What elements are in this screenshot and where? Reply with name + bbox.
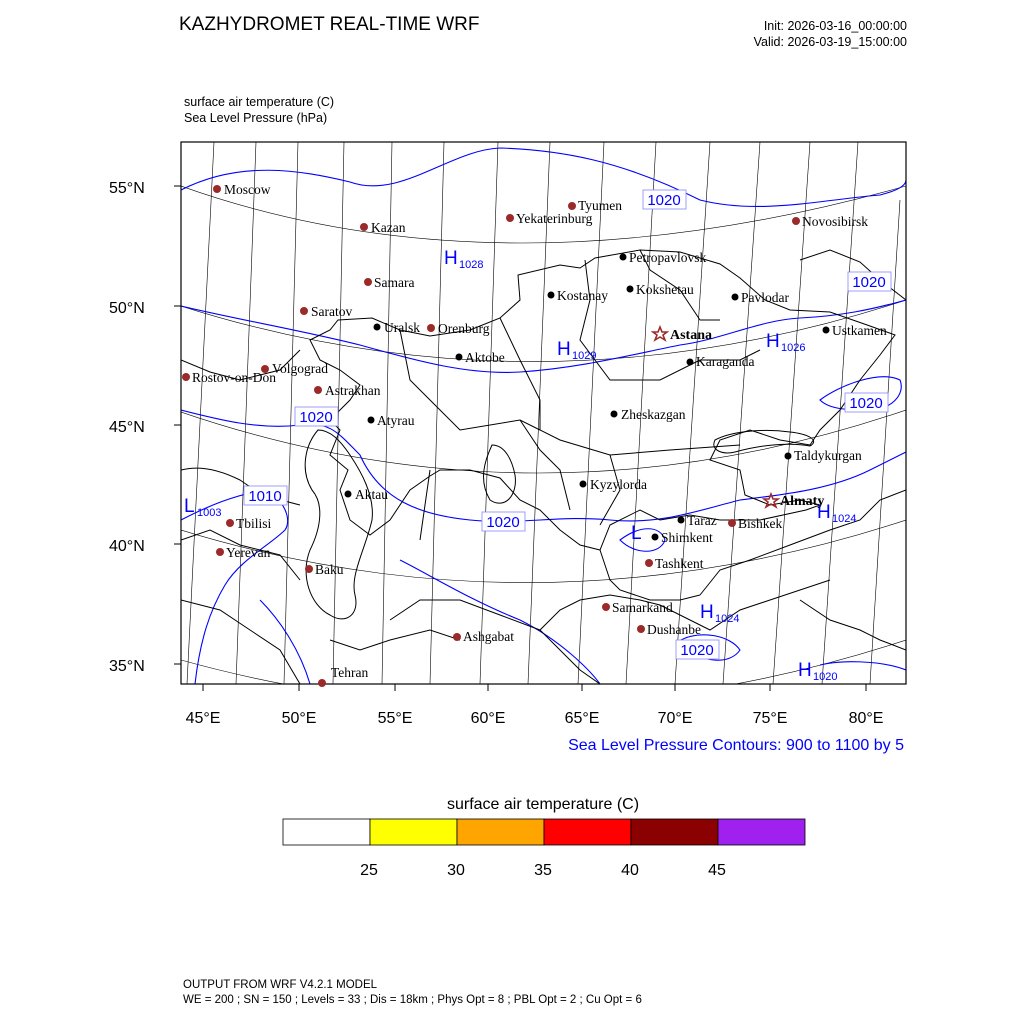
lat-label: 50°N [109,300,145,317]
lat-label: 40°N [109,538,145,555]
city-marker [568,202,576,210]
city-label: Tyumen [578,198,623,213]
city-marker [548,292,555,299]
city-label: Yekaterinburg [516,211,593,226]
pressure-contours [181,148,906,684]
chart-title: KAZHYDROMET REAL-TIME WRF [179,14,480,35]
city-label: Kostanay [557,288,608,303]
city-label: Zheskazgan [621,407,686,422]
model-info: OUTPUT FROM WRF V4.2.1 MODEL [183,979,378,991]
lon-label: 80°E [848,710,884,727]
city-marker [216,548,224,556]
pressure-center-value: 1020 [813,671,838,683]
city-marker [427,324,435,332]
city-marker [314,386,322,394]
city-label: Novosibirsk [802,214,869,229]
contour-label: 1020 [486,514,520,531]
pressure-center-value: 1028 [459,259,484,271]
lat-label: 35°N [109,658,145,675]
lat-label: 45°N [109,419,145,436]
city-marker [318,679,326,687]
city-label: Dushanbe [647,622,701,637]
city-label: Pavlodar [741,290,789,305]
city-marker [792,217,800,225]
city-label: Astrakhan [325,383,381,398]
colorbar-tick-label: 25 [360,862,378,879]
city-label: Kyzylorda [590,477,647,492]
city-label: Taldykurgan [794,448,862,463]
city-label: Uralsk [384,320,420,335]
city-label: Bishkek [738,516,783,531]
city-marker [226,519,234,527]
city-label: Tbilisi [236,516,272,531]
city-label: Kazan [371,220,406,235]
city-label: Atyrau [377,413,415,428]
city-marker [678,517,685,524]
valid-time: Valid: 2026-03-19_15:00:00 [753,35,907,49]
pressure-center-letter: L [184,496,195,517]
init-time: Init: 2026-03-16_00:00:00 [763,19,907,33]
contour-label: 1020 [647,192,681,209]
pressure-center-value: 1024 [715,613,740,625]
city-label: Aktobe [465,350,505,365]
city-label: Taraz [687,513,717,528]
city-label: Saratov [311,304,353,319]
city-label: Moscow [224,182,271,197]
field-label-pressure: Sea Level Pressure (hPa) [184,111,328,125]
city-marker [305,565,313,573]
lat-label: 55°N [109,180,145,197]
city-marker [213,185,221,193]
pressure-center-letter: H [766,331,780,352]
city-marker [620,254,627,261]
city-marker [728,519,736,527]
city-marker [645,559,653,567]
pressure-center-letter: H [798,660,812,681]
city-marker [823,327,830,334]
city-label: Tehran [331,665,369,680]
city-marker [687,359,694,366]
lon-label: 55°E [377,710,413,727]
pressure-center-value: 1026 [781,342,806,354]
city-label: Volgograd [272,361,328,376]
pressure-center-letter: H [557,339,571,360]
city-label: Yerevan [226,545,271,560]
city-marker [637,625,645,633]
pressure-center-value: 1024 [832,513,857,525]
colorbar-tick-label: 30 [447,862,465,879]
colorbar-title: surface air temperature (C) [446,796,640,813]
city-label: Rostov-on-Don [192,370,276,385]
city-marker [453,633,461,641]
city-marker [506,214,514,222]
pressure-center-value: 1003 [197,507,222,519]
city-marker [785,453,792,460]
pressure-center-letter: H [817,502,831,523]
colorbar-tick-label: 40 [621,862,639,879]
city-marker [374,324,381,331]
city-marker [602,603,610,611]
city-marker [732,294,739,301]
international-cities [182,182,868,687]
lon-label: 45°E [185,710,221,727]
pressure-center-letter: H [700,602,714,623]
pressure-center-letter: H [444,248,458,269]
city-label: Aktau [355,487,388,502]
city-label: Kokshetau [636,282,694,297]
lon-label: 75°E [752,710,788,727]
city-marker [368,417,375,424]
lon-label: 50°E [281,710,317,727]
lon-label: 70°E [657,710,693,727]
city-marker [364,278,372,286]
contour-labels [244,190,891,659]
contour-label: 1020 [849,395,883,412]
city-label: Baku [315,562,344,577]
colorbar-tick-label: 45 [708,862,726,879]
city-label: Orenburg [438,321,490,336]
pressure-centers [184,248,856,683]
contour-label: 1020 [299,409,333,426]
city-label: Karaganda [696,354,755,369]
parallels [181,186,906,705]
city-label: Samarkand [612,600,673,615]
lon-label: 60°E [470,710,506,727]
field-label-temperature: surface air temperature (C) [184,95,335,109]
contour-interval-note: Sea Level Pressure Contours: 900 to 1100 by 5 [568,737,904,754]
city-label: Samara [374,275,415,290]
city-marker [611,411,618,418]
pressure-center-letter: L [631,523,642,544]
city-marker [580,481,587,488]
city-marker [456,354,463,361]
city-marker [345,491,352,498]
city-marker [182,373,190,381]
capital-label: Astana [670,328,713,343]
lon-label: 65°E [564,710,600,727]
pressure-center-value: 1029 [572,350,597,362]
contour-label: 1010 [248,488,282,505]
city-marker [652,534,659,541]
model-settings: WE = 200 ; SN = 150 ; Levels = 33 ; Dis = 18km ; Phys Opt = 8 ; PBL Opt = 2 ; Cu Opt = 6 [183,994,642,1006]
city-label: Ustkamen [832,323,887,338]
star-icon [653,327,667,340]
city-marker [360,223,368,231]
contour-label: 1020 [852,274,886,291]
city-label: Petropavlovsk [629,250,707,265]
city-marker [300,307,308,315]
colorbar-tick-label: 35 [534,862,552,879]
capital-label: Almaty [780,494,825,509]
city-label: Ashgabat [463,629,514,644]
city-marker [627,286,634,293]
city-label: Tashkent [655,556,704,571]
city-label: Shimkent [661,530,713,545]
contour-label: 1020 [680,642,714,659]
